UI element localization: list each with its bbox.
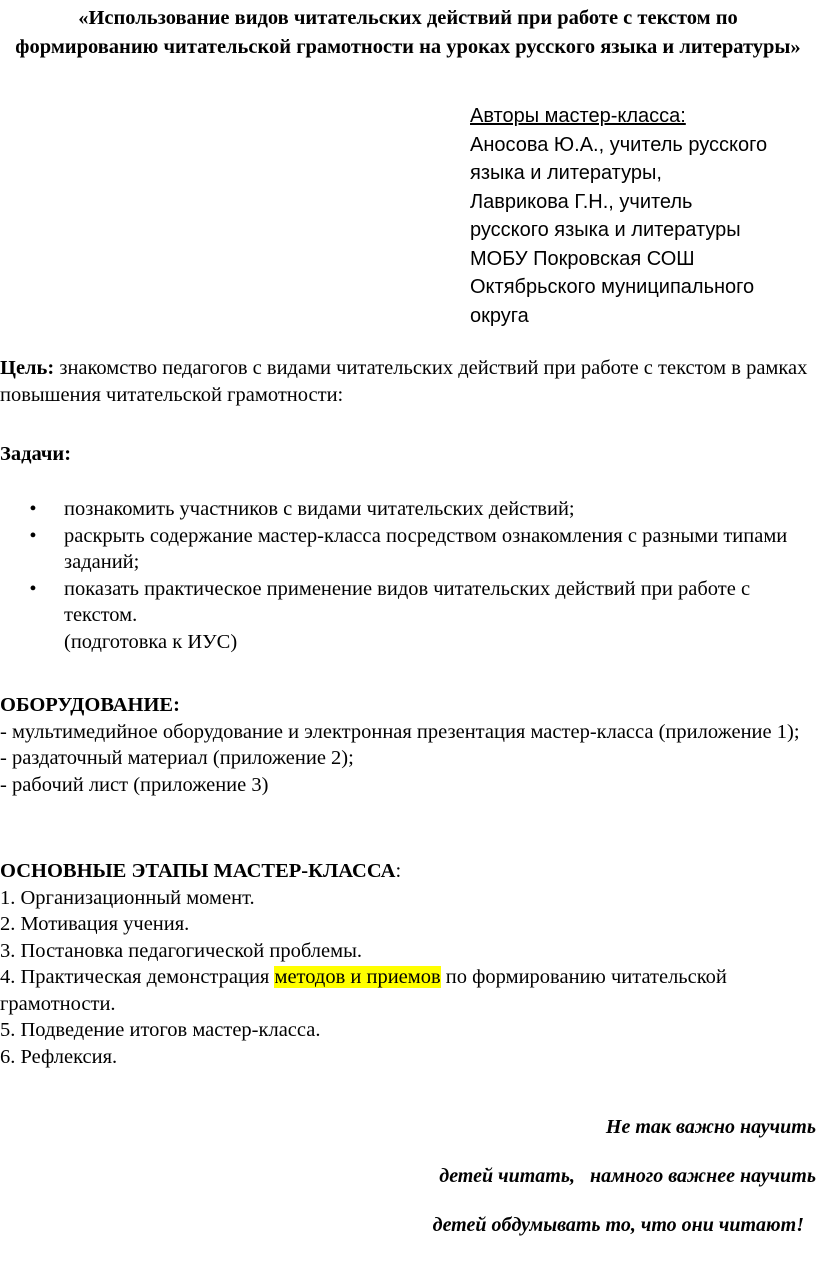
equipment-heading: ОБОРУДОВАНИЕ: xyxy=(0,694,180,716)
stage-item-4-end: по формированию читательской грамотности. xyxy=(0,966,727,1015)
task-note: (подготовка к ИУС) xyxy=(64,630,238,653)
quote-line-3: детей обдумывать то, что они читают! xyxy=(432,1214,804,1236)
authors-line: Октябрьского муниципального xyxy=(470,276,755,298)
document-title: «Использование видов читательских действий при работе с текстом по формированию читательской грамотности на уроках русского языка и литературы» xyxy=(15,7,801,58)
task-text: раскрыть содержание мастер-класса посредством ознакомления с разными типами заданий; xyxy=(64,524,788,573)
stage-item-4-start: 4. Практическая демонстрация xyxy=(0,966,275,988)
stage-item: 6. Рефлексия. xyxy=(0,1045,118,1068)
stage-item: 1. Организационный момент. xyxy=(0,886,255,909)
task-item xyxy=(0,576,812,656)
authors-line: МОБУ Покровская СОШ xyxy=(470,247,695,270)
tasks-list xyxy=(0,496,812,655)
goal-text: знакомство педагогов с видами читательских действий при работе с текстом в рамках повышения читательской грамотности: xyxy=(0,357,808,406)
equipment-line: - раздаточный материал (приложение 2); xyxy=(0,747,354,769)
authors-line: русского языка и литературы xyxy=(470,219,741,241)
bullet-icon: • xyxy=(29,524,37,547)
stages-heading-line xyxy=(0,858,812,885)
authors-block xyxy=(470,102,816,330)
authors-line: округа xyxy=(470,304,529,327)
equipment-line: - мультимедийное оборудование и электронная презентация мастер-класса (приложение 1); xyxy=(0,720,800,743)
goal-paragraph xyxy=(0,355,812,408)
task-item xyxy=(0,523,812,576)
stages-heading-colon: : xyxy=(395,860,402,882)
stages-heading: ОСНОВНЫЕ ЭТАПЫ МАСТЕР-КЛАССА xyxy=(0,860,396,882)
bullet-icon: • xyxy=(29,577,37,600)
stage-item: 2. Мотивация учения. xyxy=(0,913,190,935)
authors-line: Лаврикова Г.Н., учитель xyxy=(470,190,693,213)
equipment-section xyxy=(0,692,812,798)
stage-item: 3. Постановка педагогической проблемы. xyxy=(0,939,362,962)
highlighted-text: методов и приемов xyxy=(274,966,441,988)
authors-heading: Авторы мастер-класса: xyxy=(470,105,686,127)
tasks-heading: Задачи: xyxy=(0,443,72,465)
equipment-line: - рабочий лист (приложение 3) xyxy=(0,773,269,796)
task-item xyxy=(0,496,812,523)
authors-line: Аносова Ю.А., учитель русского xyxy=(470,133,768,156)
bullet-icon: • xyxy=(29,498,37,520)
stage-item: 5. Подведение итогов мастер-класса. xyxy=(0,1019,321,1041)
authors-line: языка и литературы, xyxy=(470,162,662,184)
stages-section xyxy=(0,858,812,1070)
goal-label: Цель: xyxy=(0,357,55,379)
task-text: познакомить участников с видами читательских действий; xyxy=(64,498,575,520)
quote-line-1: Не так важно научить xyxy=(605,1116,816,1138)
quote-line-2: детей читать, намного важнее научить xyxy=(439,1165,816,1187)
task-text: показать практическое применение видов читательских действий при работе с текстом. xyxy=(64,577,751,626)
stage-item-4 xyxy=(0,964,812,1017)
